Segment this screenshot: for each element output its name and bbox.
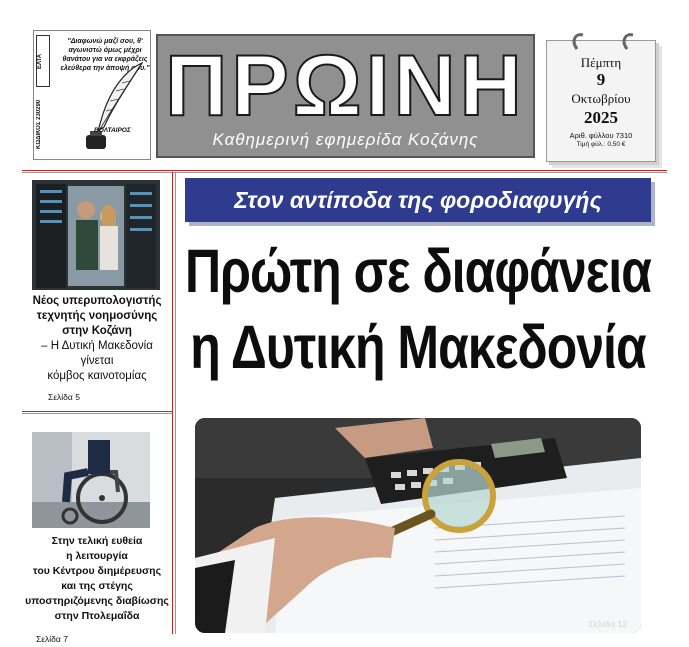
story-title-line: Στην τελική ευθεία: [51, 535, 143, 547]
magnifier-documents-image: [195, 418, 641, 633]
masthead-quote: "Διαφωνώ μαζί σου, θ' αγωνιστώ όμως μέχρι θανάτου για να εκφράζεις ελεύθερα την άποψή σου.": [60, 38, 150, 72]
newspaper-subtitle: Καθημερινή εφημερίδα Κοζάνης: [212, 130, 479, 149]
story-title-line: του Κέντρου διημέρευσης: [32, 565, 162, 577]
story-title-line: Νέος υπερυπολογιστής: [32, 295, 162, 307]
quote-box: [33, 30, 151, 160]
kicker-banner: [185, 178, 651, 222]
story-supercomputer: [22, 294, 172, 384]
story-page-ref: Σελίδα 7: [36, 634, 68, 644]
headline-line-1: Πρώτη σε διαφάνεια: [184, 237, 652, 306]
kicker-text: Στον αντίποδα της φοροδιαφυγής: [234, 187, 602, 213]
headline-line-2: η Δυτική Μακεδονία: [190, 313, 646, 382]
story-day-center: [22, 534, 172, 624]
issue-price: Τιμή φύλ.: 0,50 €: [576, 141, 626, 148]
calendar-month: Οκτωβρίου: [571, 91, 631, 106]
code-label: ΚΩΔΙΚΟΣ 230290: [36, 99, 42, 149]
story-page-ref: Σελίδα 5: [48, 392, 80, 402]
left-story-divider-shadow: [22, 413, 172, 414]
post-label: ΕΛΤΑ: [36, 35, 50, 87]
calendar-day-name: Πέμπτη: [580, 55, 622, 70]
wheelchair-image: [32, 432, 150, 528]
story-title-line: υποστηριζόμενης διαβίωσης: [25, 595, 169, 607]
story-title-line: η λειτουργία: [66, 550, 128, 562]
calendar-rings-icon: [563, 31, 643, 51]
story-subtitle-line: γίνεται: [80, 355, 114, 367]
top-divider-shadow: [22, 172, 667, 173]
story-title-line: τεχνητής νοημοσύνης: [36, 310, 158, 322]
story-subtitle-line: κόμβος καινοτομίας: [47, 370, 147, 382]
quote-author: ΒΟΛΤΑΙΡΟΣ: [94, 127, 131, 134]
server-room-image: [32, 180, 160, 290]
story-subtitle-line: – Η Δυτική Μακεδονία: [41, 340, 153, 352]
column-divider-shadow: [175, 172, 176, 634]
calendar-day-number: 9: [596, 70, 606, 89]
issue-number: Αριθ. φύλλου 7310: [569, 131, 633, 140]
calendar-year: 2025: [584, 108, 618, 127]
column-divider: [172, 172, 173, 634]
quill-pen-icon: [84, 61, 146, 153]
main-photo-page-ref: Σελίδα 12: [588, 619, 627, 629]
supercomputer-photo: [32, 180, 160, 290]
newspaper-title: ΠΡΩΙΝΗ: [165, 38, 526, 134]
story-title-line: και της στέγης: [61, 580, 133, 592]
masthead-title-block: [156, 34, 535, 158]
date-calendar: [546, 40, 656, 162]
story-title-line: στην Πτολεμαΐδα: [54, 610, 140, 622]
left-story-divider: [22, 411, 172, 412]
story-title-line: στην Κοζάνη: [62, 325, 132, 337]
main-photo: [195, 418, 641, 633]
top-divider: [22, 170, 667, 171]
wheelchair-photo: [32, 432, 150, 528]
